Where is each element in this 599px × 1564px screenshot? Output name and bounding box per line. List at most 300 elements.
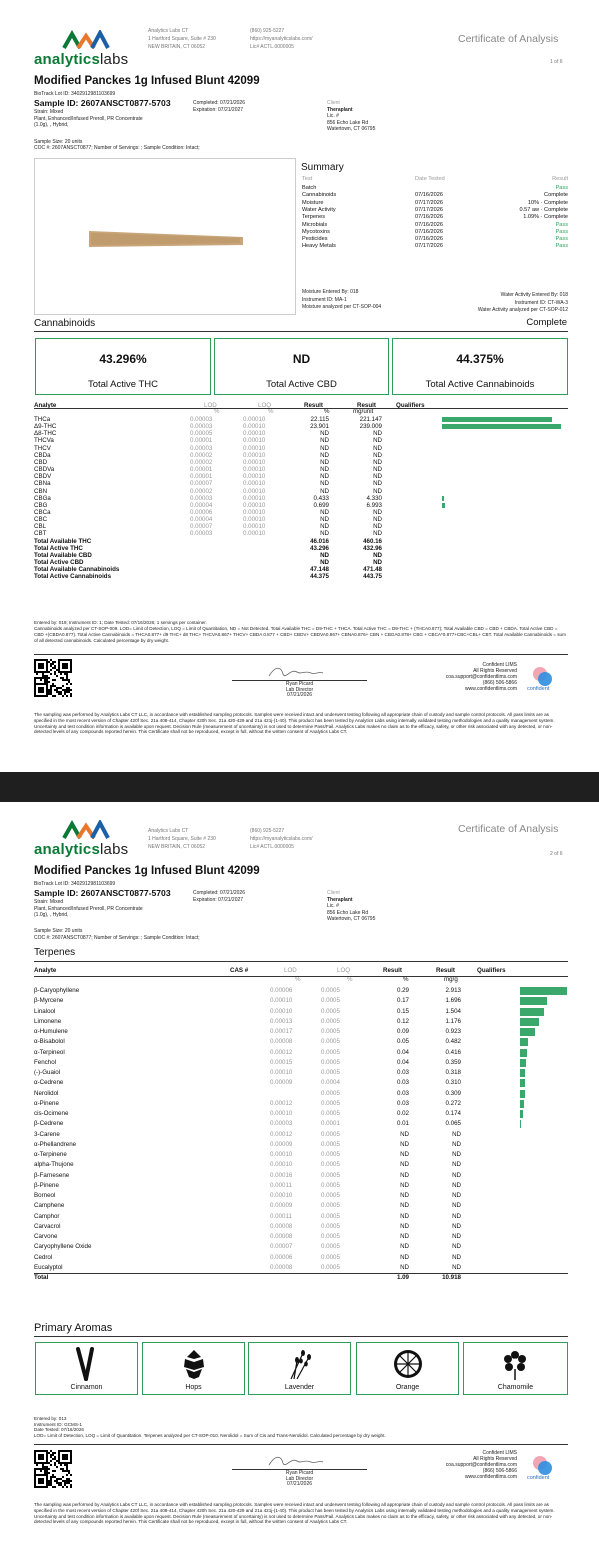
loq-value: 0.0005 [321, 987, 340, 994]
total-active-cannabinoids-label: Total Active Cannabinoids [425, 379, 535, 390]
product-photo [34, 158, 296, 315]
terp-header-row [34, 967, 568, 974]
result-pct: ND [320, 487, 329, 495]
summary-result: Complete [544, 192, 568, 199]
lod-value: 0.00007 [270, 1243, 293, 1251]
qr-code[interactable] [34, 1450, 72, 1488]
total-pct: 46.016 [310, 537, 329, 545]
qualifier-bar [520, 1100, 524, 1108]
result-mg: 1.176 [445, 1017, 461, 1025]
analyte-name: β-Myrcene [34, 997, 64, 1005]
lod-value: 0.00009 [270, 1079, 293, 1087]
result-pct: 0.05 [396, 1038, 409, 1046]
confident-l3[interactable]: coa.support@confidentlims.com [445, 674, 517, 680]
summary-result: Pass [555, 221, 568, 228]
table-row [34, 1100, 568, 1107]
summary-result: 0.57 aw · Complete [519, 206, 568, 213]
total-mg: 443.75 [363, 573, 382, 581]
result-pct: 0.03 [396, 1089, 409, 1097]
loq-value: 0.00010 [243, 473, 266, 481]
lab-phone: (860) 925-5227 [250, 828, 285, 834]
loq-value: 0.00010 [243, 530, 266, 538]
aroma-chamomile [463, 1342, 568, 1395]
total-name: Total Available CBD [34, 551, 92, 559]
analyte-name: CBDVa [34, 466, 55, 474]
total-mg: 460.16 [363, 537, 382, 545]
lod-value: 0.00007 [190, 523, 213, 531]
total-row [34, 1274, 568, 1281]
result-mg: ND [452, 1171, 461, 1179]
terpenes-title: Terpenes [34, 947, 76, 958]
lod-value: 0.00007 [190, 480, 213, 488]
loq-value: 0.0005 [321, 1028, 340, 1035]
biotrack-lot: BioTrack Lot ID: 3402912981103699 [34, 91, 116, 97]
analyte-name: Camphor [34, 1212, 60, 1220]
loq-value: 0.0005 [321, 997, 340, 1005]
result-pct: ND [400, 1233, 409, 1240]
qualifier-bar [442, 496, 444, 501]
summary-date: 07/16/2026 [415, 228, 443, 235]
table-row [34, 473, 568, 480]
table-row [34, 466, 568, 473]
lab-address1: 1 Hartford Square, Suite # 230 [148, 36, 216, 42]
chamomile-icon [500, 1347, 530, 1381]
product-type2: (1.0g), , Hybrid, [34, 122, 69, 128]
wa-sop: Water Activity analyzed per CT-SOP-012 [477, 307, 568, 313]
table-row [34, 452, 568, 459]
lod-value: 0.00006 [270, 987, 293, 994]
lod-value: 0.00010 [270, 1007, 293, 1015]
result-mg: 0.272 [445, 1099, 461, 1107]
loq-value: 0.0005 [321, 1253, 340, 1261]
table-row [34, 1090, 568, 1097]
confident-l1: Confident LIMS [482, 1450, 517, 1456]
summary-test: Cannabinoids [302, 192, 337, 199]
analyte-name: β-Caryophyllene [34, 987, 80, 994]
loq-value: 0.00010 [243, 451, 266, 459]
result-mg: ND [452, 1140, 461, 1148]
result-mg: ND [373, 530, 382, 538]
summary-header [302, 176, 568, 183]
analyte-name: CBCa [34, 508, 51, 516]
total-name: Total Available Cannabinoids [34, 566, 120, 574]
lod-value: 0.00004 [190, 501, 213, 509]
table-row [34, 1110, 568, 1117]
result-pct: 0.04 [396, 1058, 409, 1066]
table-row [34, 1141, 568, 1148]
summary-test: Water Activity [302, 206, 336, 213]
confident-l5[interactable]: www.confidentlims.com [465, 1474, 517, 1480]
aroma-label: Lavender [284, 1384, 315, 1391]
lod-value: 0.00008 [270, 1038, 293, 1046]
analyte-name: Cedrol [34, 1253, 53, 1261]
result-pct: ND [320, 458, 329, 466]
analyte-name: Carvone [34, 1233, 58, 1240]
table-row [34, 1254, 568, 1261]
table-row [34, 1264, 568, 1271]
result-mg: ND [452, 1212, 461, 1220]
qualifier-bar [520, 997, 547, 1005]
col-result-mg: Result [436, 967, 455, 974]
analyte-name: α-Cedrene [34, 1079, 64, 1087]
confident-l3[interactable]: coa.support@confidentlims.com [445, 1462, 517, 1468]
total-active-cannabinoids-box [392, 338, 568, 395]
cannabinoids-title: Cannabinoids [34, 318, 96, 329]
expiration-date: Expiration: 07/21/2027 [193, 107, 244, 113]
total-name: Total [34, 1274, 49, 1281]
total-rule [34, 1273, 568, 1274]
result-pct: ND [320, 444, 329, 452]
lod-value: 0.00010 [270, 1161, 293, 1169]
lod-value: 0.00001 [190, 466, 213, 474]
lab-contact [250, 27, 313, 51]
summary-date: 07/16/2026 [415, 214, 443, 221]
loq-value: 0.00010 [243, 423, 266, 431]
analyte-name: CBD [34, 458, 48, 466]
total-mg: ND [373, 559, 382, 566]
result-mg: 0.065 [445, 1120, 461, 1128]
result-pct: ND [400, 1181, 409, 1189]
col-result-pct: Result [383, 967, 402, 974]
table-row [34, 1151, 568, 1158]
analyte-name: α-Humulene [34, 1028, 68, 1035]
analyte-name: (-)-Guaiol [34, 1069, 61, 1076]
result-pct: ND [400, 1140, 409, 1148]
result-pct: ND [320, 437, 329, 445]
loq-value: 0.0005 [321, 1233, 340, 1240]
lod-value: 0.00006 [270, 1253, 293, 1261]
lod-value: 0.00010 [270, 1151, 293, 1158]
biotrack-lot: BioTrack Lot ID: 3402912981103699 [34, 881, 116, 887]
result-pct: 0.699 [313, 501, 329, 509]
lod-value: 0.00017 [270, 1028, 293, 1035]
qualifier-bar [442, 424, 561, 429]
client-block [327, 100, 375, 133]
loq-value: 0.0005 [321, 1089, 340, 1097]
total-pct: 47.148 [310, 566, 329, 574]
total-pct: ND [320, 551, 329, 559]
loq-value: 0.00010 [243, 508, 266, 516]
table-row [34, 1131, 568, 1138]
result-pct: ND [400, 1192, 409, 1199]
lab-address1: 1 Hartford Square, Suite # 230 [148, 836, 216, 842]
lod-value: 0.00011 [270, 1212, 292, 1220]
loq-value: 0.0005 [321, 1007, 340, 1015]
orange-icon [393, 1347, 423, 1381]
table-row [34, 523, 568, 530]
analyte-name: CBT [34, 530, 47, 538]
summary-row [302, 192, 568, 199]
unit-lod: % [295, 976, 301, 983]
summary-result: Pass [555, 243, 568, 250]
lab-license: Lic# ACTL.0000005 [250, 44, 294, 50]
result-pct: ND [400, 1253, 409, 1261]
result-pct: ND [320, 516, 329, 524]
result-mg: ND [373, 487, 382, 495]
result-pct: ND [320, 480, 329, 488]
result-pct: 0.04 [396, 1048, 409, 1056]
total-row [34, 559, 568, 566]
analyte-name: α-Terpinene [34, 1151, 67, 1158]
analyte-name: α-Bisabolol [34, 1038, 65, 1046]
cann-units-row [34, 408, 568, 415]
total-name: Total Active Cannabinoids [34, 573, 112, 581]
analyte-name: Carvacrol [34, 1222, 61, 1230]
summary-date: 07/17/2026 [415, 206, 443, 213]
loq-value: 0.0005 [321, 1140, 340, 1148]
result-mg: ND [373, 430, 382, 438]
total-pct: 1.09 [396, 1274, 409, 1281]
client-block [327, 890, 375, 923]
result-pct: ND [320, 451, 329, 459]
cann-notes: Cannabinoids analyzed per CT-SOP-009. LOD= Limit of Detection, LOQ = Limit of Quantitation, ND = Not Detected. Total Available THC = D9-THC + THCA. Total Active THC = D9-THC + (THCA0.877); Total Available CBD = CBD + CBDA. Total Active CBD = CBD +(CBDA0.877). Total Active Cannabinoids = THCA0.877+ d9 THC+ d8 THC+ THCVA0.867+ THCV+ CBDA 0.877 + CBD+ CBDV+ CBDVA0.867+ CBNA0.876+ CBN + CBGA0.878+ CBG + CBCA*0.877+CBC+CBL+ CBT. Total Available Cannabinoids = sum of all detected cannabinoids. Calculated percentage by dry weight. [34, 626, 566, 643]
lod-value: 0.00013 [270, 1017, 293, 1025]
table-row [34, 1233, 568, 1240]
result-mg: ND [452, 1233, 461, 1240]
unit-loq: % [347, 976, 353, 983]
cann-header-rule [34, 408, 568, 409]
lab-info [148, 27, 216, 51]
result-pct: 0.12 [396, 1017, 409, 1025]
result-mg: ND [373, 473, 382, 481]
result-pct: 0.15 [396, 1007, 409, 1015]
result-mg: 0.310 [445, 1079, 461, 1087]
result-pct: ND [320, 530, 329, 538]
analyte-name: THCVa [34, 437, 54, 445]
loq-value: 0.0005 [321, 1038, 340, 1046]
lod-value: 0.00001 [190, 437, 213, 445]
loq-value: 0.0005 [321, 1069, 340, 1076]
result-pct: 0.29 [396, 987, 409, 994]
table-row [34, 1172, 568, 1179]
total-name: Total Active THC [34, 544, 83, 552]
summary-col-result: Result [552, 176, 568, 182]
terp-header-rule [34, 976, 568, 977]
cann-entered: Entered by: 019; Instrument ID: 1; Date Tested: 07/16/2026; 1 servings per container. [34, 620, 207, 625]
col-analyte: Analyte [34, 402, 57, 409]
lod-value: 0.00003 [190, 444, 213, 452]
result-pct: ND [400, 1243, 409, 1251]
analyte-name: β-Cedrene [34, 1120, 64, 1128]
loq-value: 0.00010 [243, 444, 266, 452]
result-pct: 23.901 [310, 423, 329, 431]
qualifier-bar [442, 417, 552, 422]
result-mg: 0.416 [445, 1048, 461, 1056]
lod-value: 0.00002 [190, 487, 213, 495]
summary-row [302, 200, 568, 207]
summary-date: 07/17/2026 [415, 199, 443, 206]
summary-test: Microbials [302, 221, 328, 228]
terp-units-row [34, 976, 568, 983]
confident-l4: (866) 506-5866 [482, 680, 517, 686]
analyte-name: α-Terpineol [34, 1048, 65, 1056]
lab-phone: (860) 925-5227 [250, 28, 285, 34]
analyte-name: CBL [34, 523, 47, 531]
summary-date: 07/16/2026 [415, 221, 443, 228]
result-mg: ND [452, 1192, 461, 1199]
terp-meta [34, 1416, 386, 1438]
lod-value: 0.00010 [270, 1069, 293, 1076]
divider [34, 331, 568, 332]
col-loq: LOQ [258, 402, 272, 409]
lod-value: 0.00015 [270, 1058, 293, 1066]
aroma-orange [356, 1342, 459, 1395]
moisture-info [302, 289, 381, 312]
table-row [34, 1243, 568, 1250]
confident-l2: All Rights Reserved [473, 1456, 517, 1462]
analyte-name: CBC [34, 516, 48, 524]
result-mg: ND [452, 1130, 461, 1138]
lab-url[interactable]: https://myanalyticslabs.com/ [250, 836, 313, 842]
loq-value: 0.00010 [243, 523, 266, 531]
summary-row [302, 236, 568, 243]
loq-value: 0.0005 [321, 1181, 340, 1189]
result-mg: 4.330 [366, 494, 382, 502]
signature-block [232, 1471, 367, 1488]
result-mg: 0.174 [445, 1110, 461, 1117]
summary-row [302, 229, 568, 236]
result-pct: 22.115 [310, 416, 329, 423]
signer-name: Ryan Picard [285, 1470, 314, 1476]
analyte-name: CBG [34, 501, 48, 509]
aroma-label: Orange [395, 1384, 420, 1391]
analyte-name: α-Phellandrene [34, 1140, 77, 1148]
total-pct: ND [320, 559, 329, 566]
total-mg: ND [373, 551, 382, 559]
wa-instrument: Instrument ID: CT-WA-3 [514, 299, 568, 306]
result-pct: ND [320, 508, 329, 516]
result-mg: ND [452, 1161, 461, 1169]
total-active-thc-box [35, 338, 211, 395]
analyte-name: CBDa [34, 451, 51, 459]
coa-page-1 [0, 0, 599, 772]
confident-l5[interactable]: www.confidentlims.com [465, 686, 517, 692]
result-mg: 6.993 [366, 501, 382, 509]
aroma-cinnamon [35, 1342, 138, 1395]
col-cas: CAS # [230, 967, 249, 974]
loq-value: 0.0005 [321, 1192, 340, 1199]
client-addr1: 856 Echo Lake Rd [327, 909, 369, 916]
loq-value: 0.0005 [321, 1222, 340, 1230]
lab-name: Analytics Labs CT [148, 28, 189, 34]
table-row [34, 1120, 568, 1127]
analyte-name: Borneol [34, 1192, 56, 1199]
qualifier-bar [520, 1120, 521, 1128]
table-row [34, 1018, 568, 1025]
lab-url[interactable]: https://myanalyticslabs.com/ [250, 36, 313, 42]
lod-value: 0.00012 [270, 1130, 293, 1138]
loq-value: 0.00010 [243, 494, 266, 502]
col-qualifiers: Qualifiers [477, 967, 506, 974]
signer-role: Lab Director [285, 1475, 314, 1482]
lod-value: 0.00002 [190, 451, 213, 459]
lab-name: Analytics Labs CT [148, 828, 189, 834]
result-pct: 0.03 [396, 1099, 409, 1107]
loq-value: 0.00010 [243, 416, 266, 423]
lod-value: 0.00003 [190, 416, 213, 423]
lod-value: 0.00004 [190, 516, 213, 524]
signature-image [265, 664, 325, 682]
result-mg: ND [452, 1222, 461, 1230]
client-label: Client [327, 890, 340, 896]
table-row [34, 1161, 568, 1168]
client-name: Theraplant [327, 896, 353, 903]
lod-value: 0.00008 [270, 1222, 293, 1230]
table-row [34, 495, 568, 502]
result-pct: 0.03 [396, 1079, 409, 1087]
total-active-thc-label: Total Active THC [87, 379, 159, 390]
lab-address2: NEW BRITAIN, CT 06052 [148, 44, 206, 50]
client-name: Theraplant [327, 106, 353, 113]
qualifier-bar [520, 1079, 525, 1087]
signer-date: 07/21/2026 [286, 1481, 313, 1487]
hops-icon [179, 1347, 209, 1381]
lod-value: 0.00011 [270, 1181, 292, 1189]
qualifier-bar [442, 503, 445, 508]
analyte-name: β-Pinene [34, 1181, 59, 1189]
table-row [34, 1223, 568, 1230]
qualifier-bar [520, 1090, 525, 1098]
lod-value: 0.00003 [270, 1120, 293, 1128]
total-mg: 10.918 [442, 1274, 461, 1281]
qualifier-bar [520, 1028, 535, 1036]
table-row [34, 480, 568, 487]
col-result-mg: Result [357, 402, 376, 409]
qr-code[interactable] [34, 659, 72, 697]
confident-contact [446, 1450, 517, 1480]
table-row [34, 1008, 568, 1015]
table-row [34, 1049, 568, 1056]
result-mg: ND [373, 523, 382, 531]
table-row [34, 516, 568, 523]
table-row [34, 437, 568, 444]
signature-image [265, 1453, 325, 1471]
terp-date: Date Tested: 07/16/2026 [34, 1427, 84, 1432]
result-mg: 0.318 [445, 1069, 461, 1076]
unit-result-pct: % [324, 408, 330, 415]
summary-result: 1.09% · Complete [523, 214, 568, 221]
result-pct: 0.09 [396, 1028, 409, 1035]
analyte-name: CBN [34, 487, 48, 495]
analyte-name: Camphene [34, 1202, 65, 1210]
qualifier-bar [520, 1069, 525, 1077]
loq-value: 0.0005 [321, 1171, 340, 1179]
result-mg: 0.359 [445, 1058, 461, 1066]
loq-value: 0.0005 [321, 1151, 340, 1158]
lod-value: 0.00006 [190, 508, 213, 516]
col-qualifiers: Qualifiers [396, 402, 425, 409]
coa-page-2 [0, 802, 599, 1564]
result-pct: ND [400, 1212, 409, 1220]
result-mg: ND [373, 458, 382, 466]
aroma-label: Hops [185, 1384, 202, 1391]
table-row [34, 430, 568, 437]
total-row [34, 538, 568, 545]
lod-value: 0.00003 [190, 530, 213, 538]
loq-value: 0.0004 [321, 1079, 340, 1087]
disclaimer: The sampling was performed by Analytics Labs CT LLC, in accordance with established sampling protocols. Samples were received intact and underwent testing following all appropriate chain of custody and sample control protocols. All pass limits are as specified in the most recent version of Chapter 420f Sec. 21a 408-414, Chapter 420h Sec. 21a 420-429 and 21a 421j-(1-40). This product has been tested by Analytics Labs using internally validated testing methodologies and a quality management system. Uncertainty and test condition information is available upon request. Decision Rule (measurement of uncertainty) is not used to determine Pass/Fail. Analytics Labs makes no claim as to the efficacy, safety, or other risk associated with any detected, or non-detected levels of any compounds reported herein. This Certificate shall not be reproduced, except in full, without the written consent of Analytics Labs CT. [34, 1502, 555, 1525]
analyte-name: Nerolidol [34, 1089, 59, 1097]
analytics-labs-logo [34, 820, 134, 858]
total-name: Total Active CBD [34, 559, 84, 566]
doc-title: Certificate of Analysis [458, 33, 559, 45]
logo-text-b: labs [100, 51, 129, 68]
result-mg: ND [373, 516, 382, 524]
col-loq: LOQ [337, 967, 351, 974]
total-pct: 43.296 [310, 544, 329, 552]
summary-date: 07/16/2026 [415, 236, 443, 243]
analyte-name: CBGa [34, 494, 51, 502]
